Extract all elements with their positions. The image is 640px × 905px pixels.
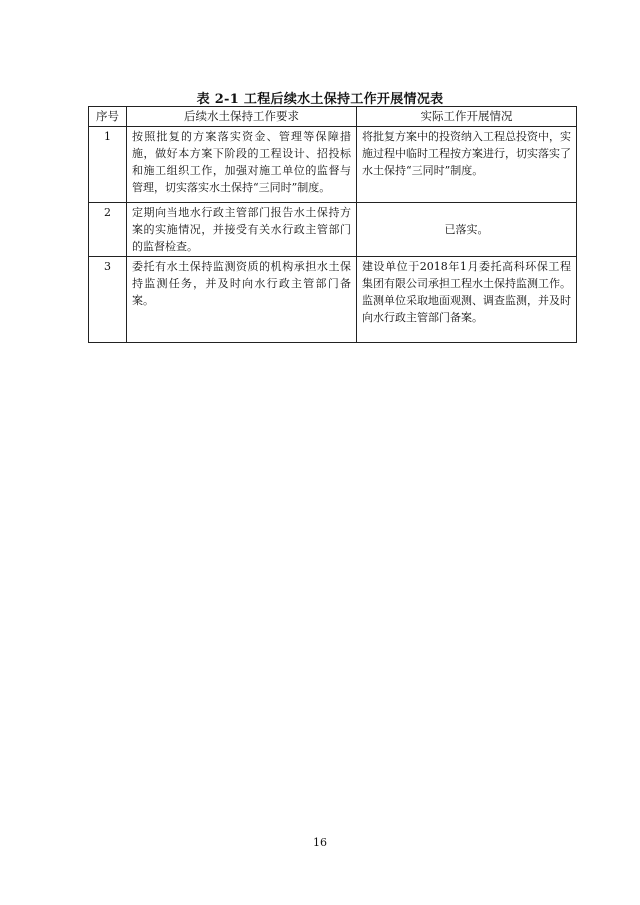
row-actual: 将批复方案中的投资纳入工程总投资中，实施过程中临时工程按方案进行，切实落实了水土保持“三同时”制度。	[357, 127, 577, 203]
header-actual: 实际工作开展情况	[357, 107, 577, 127]
header-num: 序号	[89, 107, 127, 127]
row-num: 2	[89, 203, 127, 257]
row-num: 1	[89, 127, 127, 203]
page-number: 16	[313, 836, 327, 849]
row-requirement: 定期向当地水行政主管部门报告水土保持方案的实施情况，并接受有关水行政主管部门的监督检查。	[127, 203, 357, 257]
row-actual: 已落实。	[357, 203, 577, 257]
table-row	[89, 257, 577, 343]
table-row	[89, 203, 577, 257]
table-row	[89, 127, 577, 203]
row-requirement: 委托有水土保持监测资质的机构承担水土保持监测任务，并及时向水行政主管部门备案。	[127, 257, 357, 343]
table-caption: 表 2-1 工程后续水土保持工作开展情况表	[196, 92, 444, 107]
row-actual: 建设单位于2018年1月委托高科环保工程集团有限公司承担工程水土保持监测工作。监测单位采取地面观测、调查监测，并及时向水行政主管部门备案。	[357, 257, 577, 343]
header-requirement: 后续水土保持工作要求	[127, 107, 357, 127]
table-header-row	[89, 107, 577, 127]
row-num: 3	[89, 257, 127, 343]
soil-conservation-table	[88, 106, 577, 343]
row-requirement: 按照批复的方案落实资金、管理等保障措施，做好本方案下阶段的工程设计、招投标和施工组织工作，加强对施工单位的监督与管理，切实落实水土保持“三同时”制度。	[127, 127, 357, 203]
